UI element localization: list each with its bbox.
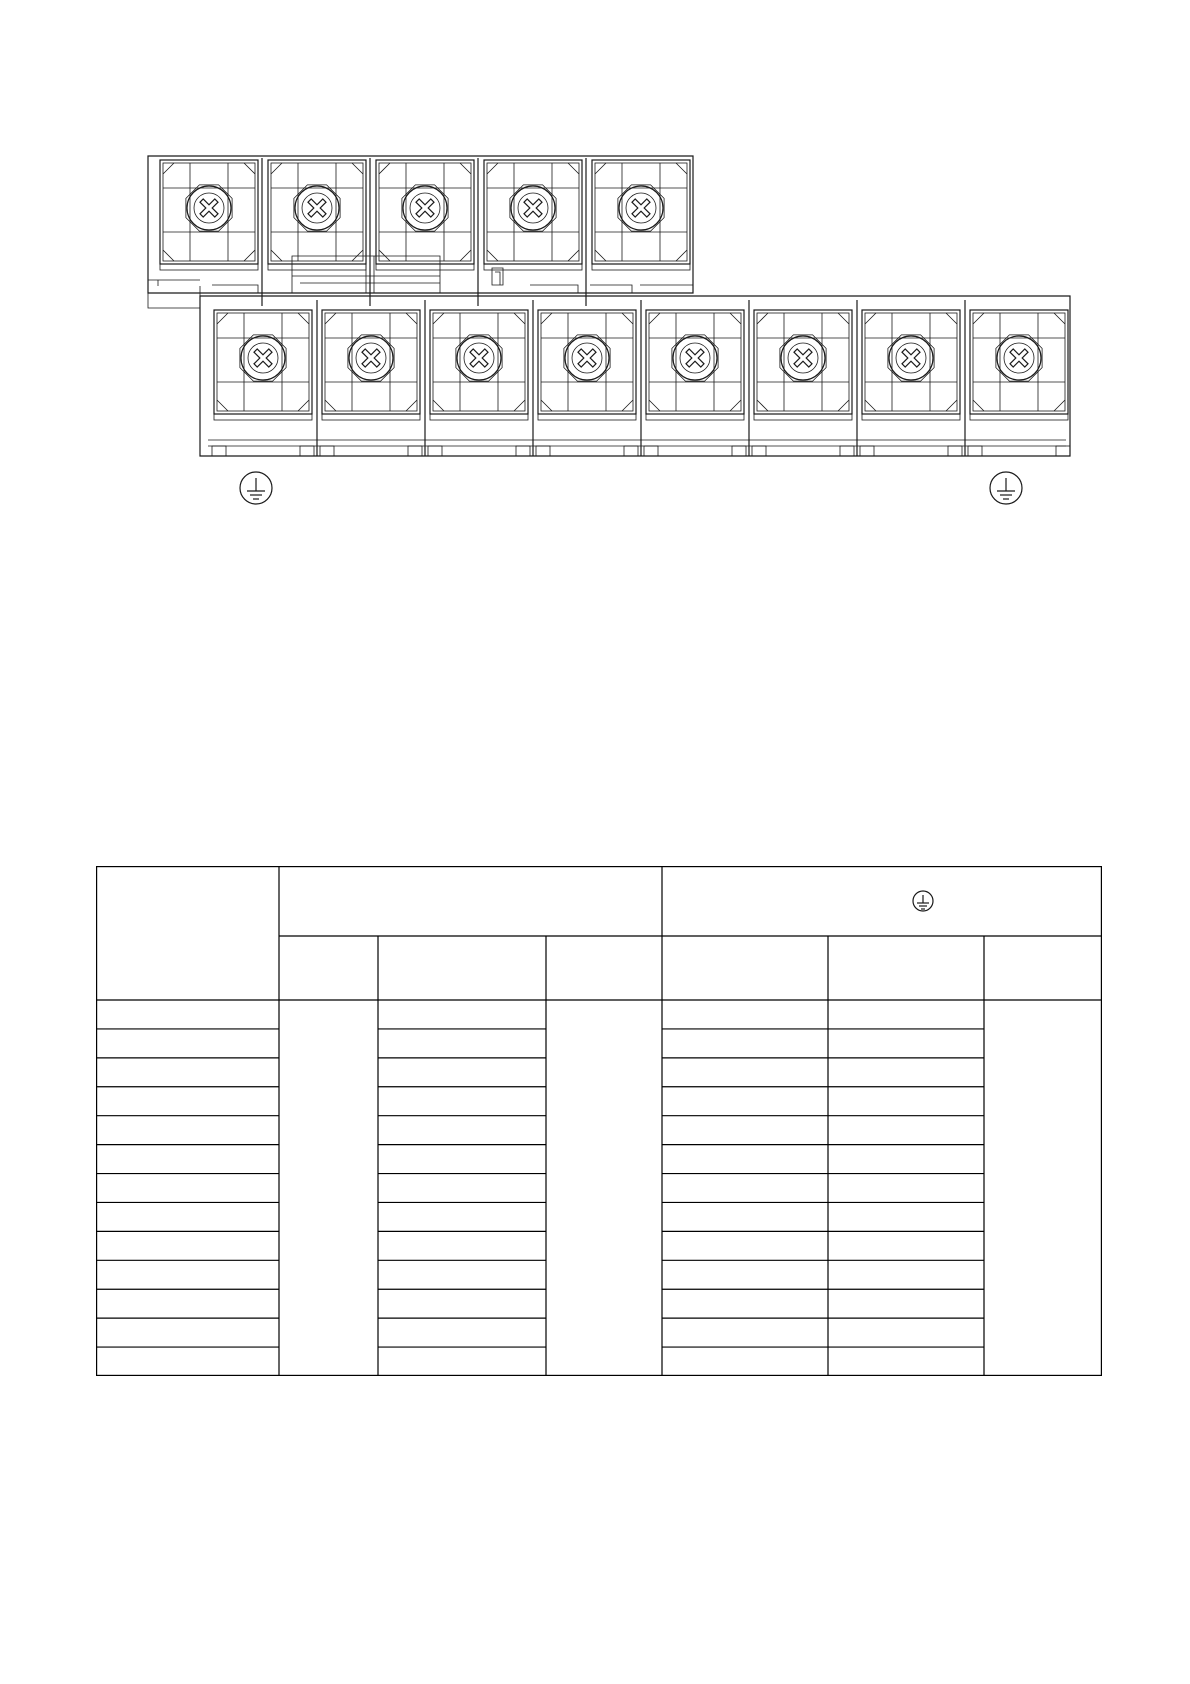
table-border — [97, 867, 1102, 1376]
table-header-ground-icon — [913, 891, 933, 911]
phillips-cross-icon — [254, 349, 272, 367]
phillips-cross-icon — [1010, 349, 1028, 367]
top-terminal-5 — [592, 160, 690, 270]
bottom-terminal-row — [212, 300, 1070, 456]
top-terminal-4 — [484, 160, 582, 270]
phillips-cross-icon — [524, 199, 542, 217]
phillips-cross-icon — [632, 199, 650, 217]
bottom-row-housing — [200, 296, 1070, 456]
phillips-cross-icon — [308, 199, 326, 217]
bottom-terminal-2 — [322, 310, 420, 420]
phillips-cross-icon — [794, 349, 812, 367]
phillips-cross-icon — [200, 199, 218, 217]
top-terminal-2 — [268, 160, 366, 270]
bottom-terminal-8 — [970, 310, 1068, 420]
terminal-block-diagram — [0, 0, 1190, 520]
wire-size-table — [96, 866, 1102, 1376]
ground-symbol-left-icon — [240, 472, 272, 504]
bottom-terminal-5 — [646, 310, 744, 420]
phillips-cross-icon — [362, 349, 380, 367]
top-terminal-1 — [160, 160, 258, 270]
bottom-terminal-6 — [754, 310, 852, 420]
bottom-terminal-3 — [430, 310, 528, 420]
bottom-terminal-7 — [862, 310, 960, 420]
phillips-cross-icon — [578, 349, 596, 367]
bottom-terminal-4 — [538, 310, 636, 420]
phillips-cross-icon — [686, 349, 704, 367]
ground-symbol-right-icon — [990, 472, 1022, 504]
phillips-cross-icon — [902, 349, 920, 367]
phillips-cross-icon — [416, 199, 434, 217]
phillips-cross-icon — [470, 349, 488, 367]
top-terminal-row — [160, 158, 690, 306]
bottom-terminal-1 — [214, 310, 312, 420]
top-terminal-3 — [376, 160, 474, 270]
